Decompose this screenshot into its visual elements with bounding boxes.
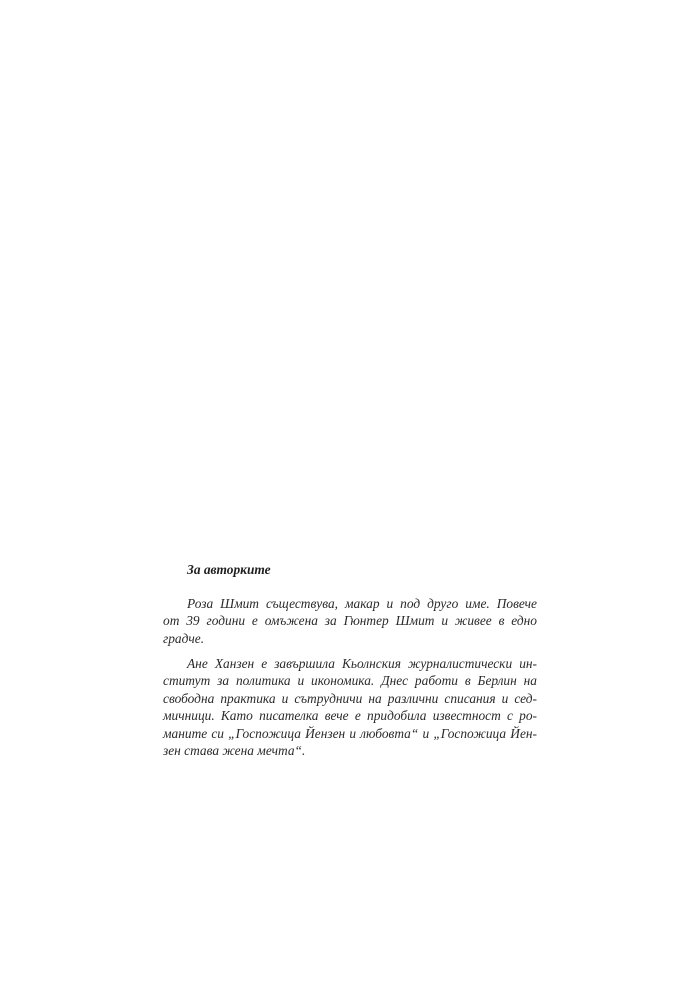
- paragraph-line: зен става жена мечта“.: [163, 743, 306, 759]
- paragraph-anne-hansen: [163, 655, 537, 759]
- paragraph-line: от 39 години е омъжена за Гюнтер Шмит и живее в едно: [163, 613, 537, 629]
- paragraph-line: ститут за политика и икономика. Днес работи в Берлин на: [163, 673, 537, 689]
- paragraph-line: Роза Шмит съществува, макар и под друго име. Повече: [187, 596, 537, 611]
- section-heading: За авторките: [187, 562, 271, 577]
- paragraph-line: мичници. Като писателка вече е придобила известност с ро-: [163, 708, 537, 724]
- paragraph-rosa-schmidt: [163, 595, 537, 647]
- paragraph-line: маните си „Госпожица Йензен и любовта“ и „Госпожица Йен-: [163, 725, 537, 741]
- paragraph-line: градче.: [163, 630, 205, 646]
- paragraph-line: свободна практика и сътрудничи на различни списания и сед-: [163, 690, 537, 706]
- paragraph-line: Ане Ханзен е завършила Кьолнския журналистически ин-: [187, 656, 537, 671]
